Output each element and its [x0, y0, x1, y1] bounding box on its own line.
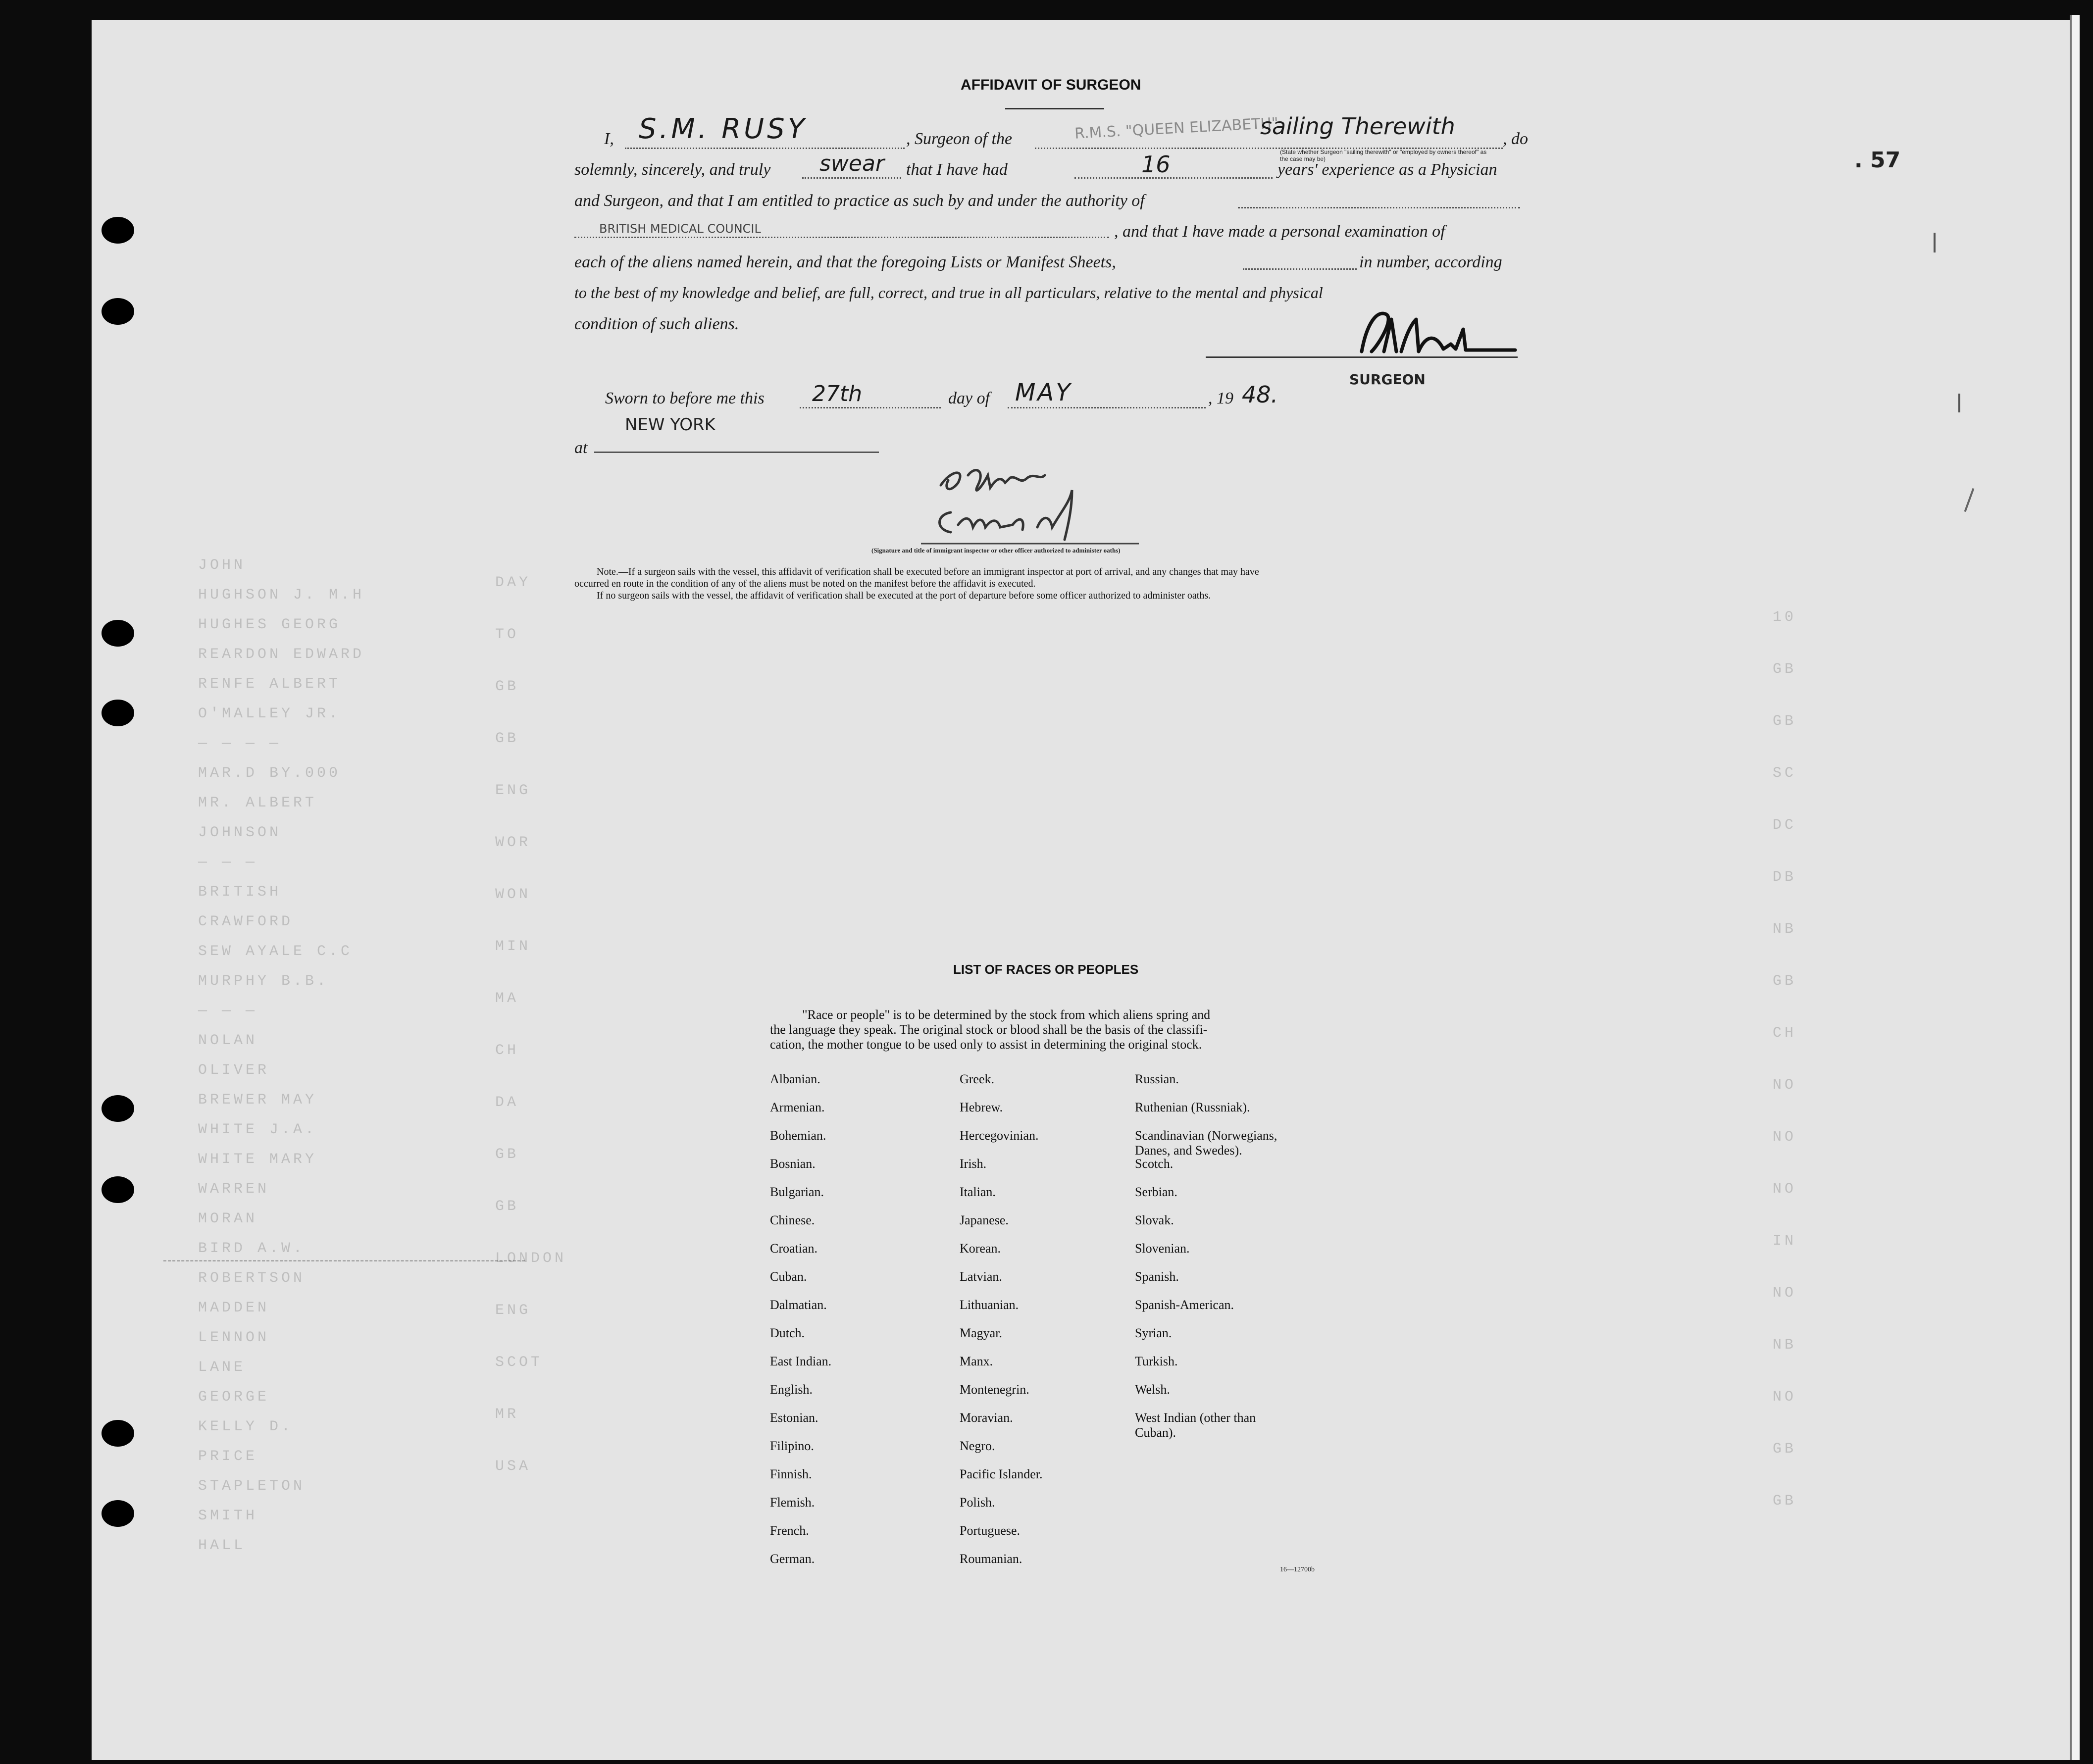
surgeon-label: SURGEON: [1349, 371, 1426, 388]
ghost-text: NO: [1773, 1129, 1797, 1146]
ghost-text: GB: [495, 1198, 519, 1215]
ghost-text: — — —: [198, 1003, 258, 1019]
ghost-text: KELLY D.: [198, 1418, 294, 1435]
ghost-text: BRITISH: [198, 884, 282, 901]
race-entry: Bosnian.: [770, 1157, 816, 1171]
race-entry: Syrian.: [1135, 1326, 1172, 1340]
affidavit-prefix: I,: [604, 130, 614, 148]
race-entry: Cuban.: [770, 1269, 807, 1284]
race-entry: East Indian.: [770, 1354, 832, 1368]
line2-suffix: years' experience as a Physician: [1277, 160, 1497, 179]
sworn-day-of: day of: [948, 389, 990, 407]
ghost-text: MADDEN: [198, 1300, 270, 1316]
affidavit-title: AFFIDAVIT OF SURGEON: [961, 77, 1141, 93]
ghost-text: SEW AYALE C.C: [198, 943, 353, 960]
sworn-prefix: Sworn to before me this: [605, 389, 765, 407]
line7: condition of such aliens.: [574, 315, 739, 333]
race-entry: Moravian.: [960, 1411, 1013, 1425]
race-entry: Manx.: [960, 1354, 993, 1368]
races-intro: [770, 1008, 1210, 1052]
ghost-text: RENFE ALBERT: [198, 676, 341, 693]
race-entry: Albanian.: [770, 1072, 820, 1086]
sworn-month: MAY: [1015, 379, 1072, 406]
race-entry: Magyar.: [960, 1326, 1002, 1340]
ghost-text: GEORGE: [198, 1389, 270, 1406]
race-entry: Slovak.: [1135, 1213, 1174, 1227]
race-entry: Portuguese.: [960, 1523, 1021, 1538]
ghost-text: JOHN: [198, 557, 246, 574]
years-experience: 16: [1141, 151, 1171, 178]
ghost-text: CRAWFORD: [198, 913, 294, 930]
note-line: Note.—If a surgeon sails with the vessel, this affidavit of verification shall be executed before an immigrant inspector at port of arrival, and any changes that may have: [597, 566, 1259, 577]
intro-line: "Race or people" is to be determined by the stock from which aliens spring and: [802, 1008, 1211, 1022]
ghost-text: HALL: [198, 1537, 246, 1554]
sworn-month-rule: [1008, 407, 1206, 408]
race-entry: German.: [770, 1552, 815, 1566]
ghost-text: STAPLETON: [198, 1478, 306, 1495]
race-entry: Roumanian.: [960, 1552, 1022, 1566]
line4-suffix: , and that I have made a personal examination of: [1114, 222, 1445, 241]
ghost-text: LENNON: [198, 1329, 270, 1346]
race-entry: Dutch.: [770, 1326, 805, 1340]
race-entry: Lithuanian.: [960, 1298, 1019, 1312]
race-entry: Hercegovinian.: [960, 1128, 1039, 1143]
race-entry: Armenian.: [770, 1100, 825, 1114]
punch-hole: [102, 700, 134, 726]
authority-rule-2: [574, 237, 1109, 238]
race-entry: Spanish-American.: [1135, 1298, 1234, 1312]
race-entry: Flemish.: [770, 1495, 815, 1510]
oath-word: swear: [819, 151, 885, 176]
race-entry: Ruthenian (Russniak).: [1135, 1100, 1250, 1114]
ghost-text: 10: [1773, 609, 1797, 626]
race-entry: Welsh.: [1135, 1382, 1170, 1397]
ghost-text: GB: [1773, 661, 1797, 678]
ghost-text: — — —: [198, 854, 258, 871]
ghost-text: IN: [1773, 1233, 1797, 1250]
race-entry: Hebrew.: [960, 1100, 1003, 1114]
punch-hole: [102, 1500, 134, 1527]
sworn-year-prefix: , 19: [1208, 389, 1233, 407]
race-entry: Irish.: [960, 1157, 987, 1171]
line5-prefix: each of the aliens named herein, and that the foregoing Lists or Manifest Sheets,: [574, 253, 1116, 271]
oath-rule: [802, 177, 901, 179]
race-entry: Finnish.: [770, 1467, 812, 1481]
affidavit-note: [574, 566, 1259, 602]
ghost-text: TO: [495, 626, 519, 643]
ghost-text: WON: [495, 886, 531, 903]
race-entry: Negro.: [960, 1439, 995, 1453]
name-rule: [625, 148, 905, 149]
surgeon-signature: [1357, 304, 1520, 361]
ghost-text: CH: [495, 1042, 519, 1059]
ghost-text: NO: [1773, 1285, 1797, 1302]
ghost-text: LONDON: [495, 1250, 567, 1267]
intro-line: cation, the mother tongue to be used only to assist in determining the original stock.: [770, 1037, 1202, 1052]
race-entry: Bohemian.: [770, 1128, 826, 1143]
race-entry: Danes, and Swedes).: [1135, 1143, 1242, 1158]
race-entry: Italian.: [960, 1185, 996, 1199]
race-entry: Serbian.: [1135, 1185, 1177, 1199]
ghost-text: BREWER MAY: [198, 1092, 317, 1109]
ghost-text: REARDON EDWARD: [198, 646, 365, 663]
vessel-stamp: R.M.S. "QUEEN ELIZABETH": [1074, 114, 1279, 143]
ghost-text: PRICE: [198, 1448, 258, 1465]
race-entry: Japanese.: [960, 1213, 1009, 1227]
officer-signature: [921, 455, 1149, 550]
ghost-text: MA: [495, 990, 519, 1007]
ghost-text: WHITE MARY: [198, 1151, 317, 1168]
race-entry: Scandinavian (Norwegians,: [1135, 1128, 1277, 1143]
ghost-text: GB: [495, 730, 519, 747]
title-rule: [1005, 108, 1104, 109]
ghost-text: DAY: [495, 574, 531, 591]
race-entry: Spanish.: [1135, 1269, 1179, 1284]
line2-prefix: solemnly, sincerely, and truly: [574, 160, 771, 179]
state-note: (State whether Surgeon "sailing therewith" or "employed by owners thereof" as the case may be): [1280, 149, 1487, 162]
ghost-text: GB: [495, 678, 519, 695]
ghost-text: NO: [1773, 1181, 1797, 1198]
punch-hole: [102, 217, 134, 244]
races-title: LIST OF RACES OR PEOPLES: [953, 962, 1139, 977]
ghost-text: GB: [495, 1146, 519, 1163]
ghost-text: GB: [1773, 1441, 1797, 1458]
ghost-text: DB: [1773, 869, 1797, 886]
line1-suffix: , do: [1503, 130, 1528, 148]
ghost-text: CH: [1773, 1025, 1797, 1042]
ghost-text: OLIVER: [198, 1062, 270, 1079]
sailing-therewith: sailing Therewith: [1260, 113, 1455, 140]
ghost-text: O'MALLEY JR.: [198, 706, 341, 722]
punch-hole: [102, 1176, 134, 1203]
form-number: 16—12700b: [1280, 1566, 1315, 1573]
sworn-day: 27th: [812, 381, 863, 406]
ghost-text: MR. ALBERT: [198, 795, 317, 811]
race-entry: Chinese.: [770, 1213, 815, 1227]
ghost-text: USA: [495, 1458, 531, 1475]
at-label: at: [574, 439, 588, 457]
ghost-text: NB: [1773, 921, 1797, 938]
ghost-text: HUGHES GEORG: [198, 616, 341, 633]
surgeon-name: S.M. RUSY: [639, 113, 808, 145]
race-entry: Latvian.: [960, 1269, 1002, 1284]
ghost-text: GB: [1773, 1493, 1797, 1510]
race-entry: Turkish.: [1135, 1354, 1178, 1368]
authority-stamp: BRITISH MEDICAL COUNCIL: [599, 222, 761, 236]
race-entry: French.: [770, 1523, 809, 1538]
race-entry: Estonian.: [770, 1411, 818, 1425]
ghost-text: MURPHY B.B.: [198, 973, 329, 990]
ghost-text: WARREN: [198, 1181, 270, 1198]
race-entry: Dalmatian.: [770, 1298, 827, 1312]
ghost-text: SMITH: [198, 1508, 258, 1524]
ghost-text: NO: [1773, 1077, 1797, 1094]
ghost-text: MORAN: [198, 1210, 258, 1227]
ghost-text: BIRD A.W.: [198, 1240, 306, 1257]
ghost-text: GB: [1773, 973, 1797, 990]
race-entry: Croatian.: [770, 1241, 818, 1256]
ghost-text: ENG: [495, 782, 531, 799]
sworn-year: 48.: [1242, 381, 1278, 408]
line6: to the best of my knowledge and belief, are full, correct, and true in all particulars, relative to the mental and physical: [574, 284, 1323, 302]
sheets-rule: [1243, 268, 1357, 270]
note-line: If no surgeon sails with the vessel, the affidavit of verification shall be executed at the port of departure before some officer authorized to administer oaths.: [597, 590, 1211, 601]
race-entry: Montenegrin.: [960, 1382, 1029, 1397]
race-entry: Cuban).: [1135, 1425, 1176, 1440]
punch-hole: [102, 1420, 134, 1447]
ghost-text: SCOT: [495, 1354, 543, 1371]
ghost-text: GB: [1773, 713, 1797, 730]
race-entry: West Indian (other than: [1135, 1411, 1256, 1425]
punch-hole: [102, 1095, 134, 1122]
ghost-text: WHITE J.A.: [198, 1121, 317, 1138]
race-entry: Greek.: [960, 1072, 995, 1086]
note-line: occurred en route in the condition of any of the aliens must be noted on the manifest before the affidavit is executed.: [574, 578, 1036, 589]
ghost-text: MR: [495, 1406, 519, 1423]
line3: and Surgeon, and that I am entitled to practice as such by and under the authority of: [574, 192, 1145, 210]
ghost-text: JOHNSON: [198, 824, 282, 841]
ghost-text: HUGHSON J. M.H: [198, 587, 365, 604]
race-entry: Scotch.: [1135, 1157, 1174, 1171]
officer-caption: (Signature and title of immigrant inspector or other officer authorized to administer oaths): [871, 547, 1121, 554]
race-entry: Russian.: [1135, 1072, 1179, 1086]
ghost-text: NB: [1773, 1337, 1797, 1354]
ghost-text: SC: [1773, 765, 1797, 782]
ghost-text: LANE: [198, 1359, 246, 1376]
ghost-text: ROBERTSON: [198, 1270, 306, 1287]
surgeon-of-label: , Surgeon of the: [906, 130, 1013, 148]
line2-mid: that I have had: [906, 160, 1008, 179]
intro-line: the language they speak. The original stock or blood shall be the basis of the classifi-: [770, 1022, 1208, 1037]
punch-hole: [102, 298, 134, 325]
race-entry: Bulgarian.: [770, 1185, 824, 1199]
authority-rule-1: [1238, 207, 1520, 208]
ghost-text: NO: [1773, 1389, 1797, 1406]
page-edge: [2070, 15, 2080, 1760]
race-entry: Polish.: [960, 1495, 995, 1510]
margin-mark: [1934, 233, 1936, 252]
ghost-text: NOLAN: [198, 1032, 258, 1049]
place-rule: [594, 452, 879, 453]
ghost-text: WOR: [495, 834, 531, 851]
race-entry: Pacific Islander.: [960, 1467, 1043, 1481]
ghost-text: MAR.D BY.000: [198, 765, 341, 782]
race-entry: Filipino.: [770, 1439, 814, 1453]
margin-mark: [1958, 394, 1960, 412]
sworn-day-rule: [800, 407, 941, 408]
race-entry: Korean.: [960, 1241, 1001, 1256]
page-number: . 57: [1854, 148, 1901, 173]
ghost-text: DC: [1773, 817, 1797, 834]
ghost-text: MIN: [495, 938, 531, 955]
line5-suffix: in number, according: [1359, 253, 1502, 271]
race-entry: English.: [770, 1382, 813, 1397]
race-entry: Slovenian.: [1135, 1241, 1190, 1256]
ghost-text: DA: [495, 1094, 519, 1111]
ghost-rule: [163, 1260, 525, 1261]
ghost-text: — — — —: [198, 735, 282, 752]
place-stamp: NEW YORK: [625, 415, 715, 435]
punch-hole: [102, 620, 134, 647]
ghost-text: ENG: [495, 1302, 531, 1319]
years-rule: [1074, 177, 1273, 179]
